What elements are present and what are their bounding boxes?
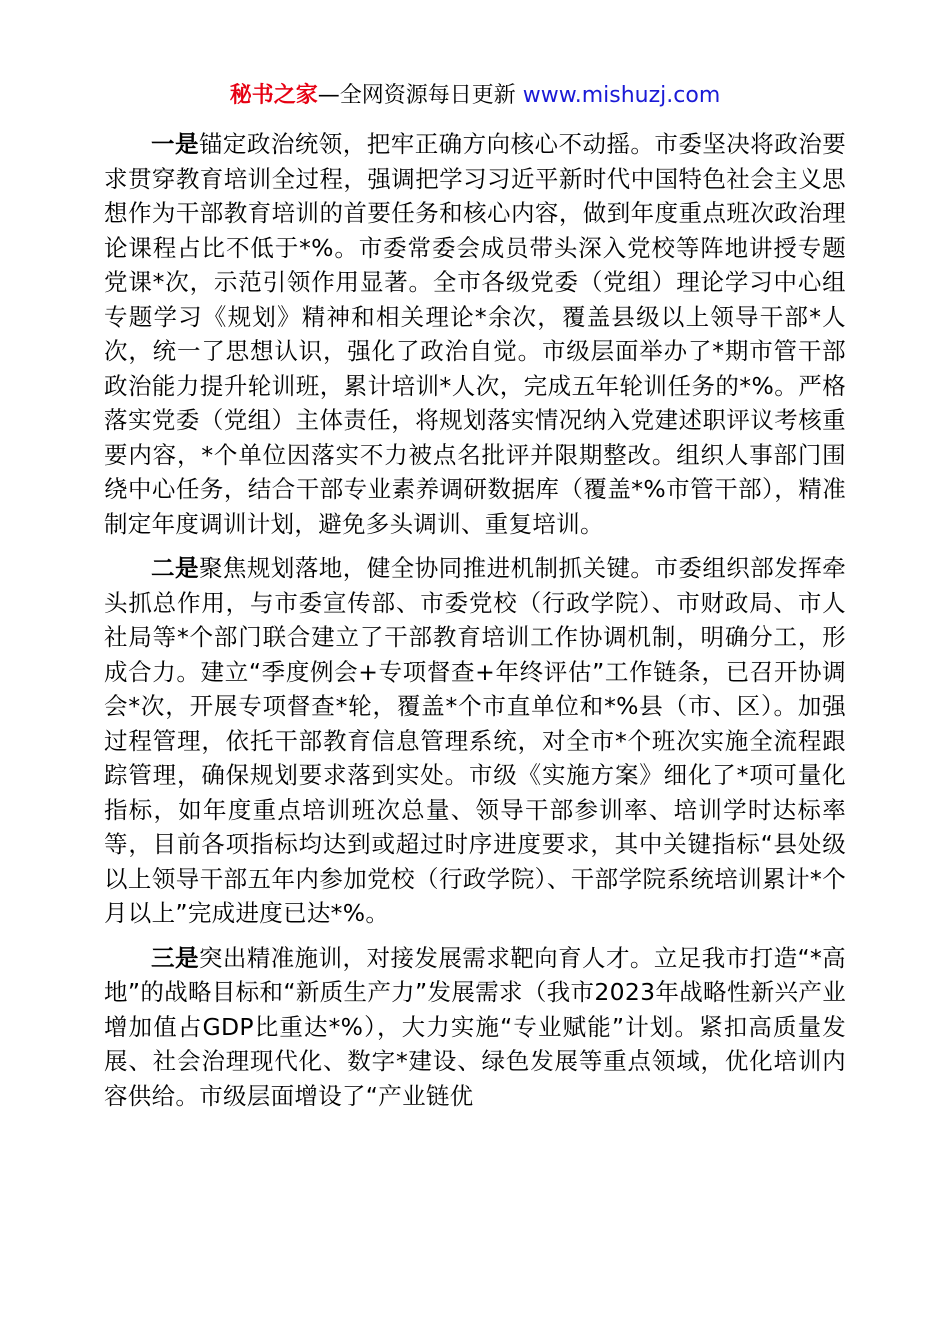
site-header: [0, 80, 950, 112]
paragraph-lead: 三是: [151, 943, 199, 972]
paragraph-lead: 二是: [151, 554, 199, 582]
paragraph-lead: 一是: [151, 130, 199, 158]
paragraph-text: 聚焦规划落地，健全协同推进机制抓关键。市委组织部发挥牵头抓总作用，与市委宣传部、市委党校（行政学院）、市财政局、市人社局等*个部门联合建立了干部教育培训工作协调机制，明确分工，形成合力。建立“季度例会+专项督查+年终评估”工作链条，已召开协调会*次，开展专项督查*轮，覆盖*个市直单位和*%县（市、区）。加强过程管理，依托干部教育信息管理系统，对全市*个班次实施全流程跟踪管理，确保规划要求落到实处。市级《实施方案》细化了*项可量化指标，如年度重点培训班次总量、领导干部参训率、培训学时达标率等，目前各项指标均达到或超过时序进度要求，其中关键指标“县处级以上领导干部五年内参加党校（行政学院）、干部学院系统培训累计*个月以上”完成进度已达*%。: [104, 554, 846, 927]
paragraph-text: 锚定政治统领，把牢正确方向核心不动摇。市委坚决将政治要求贯穿教育培训全过程，强调把学习习近平新时代中国特色社会主义思想作为干部教育培训的首要任务和核心内容，做到年度重点班次政治理论课程占比不低于*%。市委常委会成员带头深入党校等阵地讲授专题党课*次，示范引领作用显著。全市各级党委（党组）理论学习中心组专题学习《规划》精神和相关理论*余次，覆盖县级以上领导干部*人次，统一了思想认识，强化了政治自觉。市级层面举办了*期市管干部政治能力提升轮训班，累计培训*人次，完成五年轮训任务的*%。严格落实党委（党组）主体责任，将规划落实情况纳入党建述职评议考核重要内容，*个单位因落实不力被点名批评并限期整改。组织人事部门围绕中心任务，结合干部专业素养调研数据库（覆盖*%市管干部），精准制定年度调训计划，避免多头调训、重复培训。: [104, 130, 846, 538]
paragraph-text: 突出精准施训，对接发展需求靶向育人才。立足我市打造“*高地”的战略目标和“新质生产力”发展需求（我市2023年战略性新兴产业增加值占GDP比重达*%），大力实施“专业赋能”计划。紧扣高质量发展、社会治理现代化、数字*建设、绿色发展等重点领域，优化培训内容供给。市级层面增设了“产业链优: [104, 943, 846, 1110]
paragraph-3: [104, 941, 846, 1114]
site-url-link[interactable]: www.mishuzj.com: [522, 83, 721, 108]
site-tagline: —全网资源每日更新: [317, 83, 523, 108]
paragraph-1: [104, 127, 846, 541]
site-brand: 秘书之家: [229, 83, 318, 108]
document-body: [104, 127, 846, 1123]
paragraph-2: [104, 551, 846, 931]
